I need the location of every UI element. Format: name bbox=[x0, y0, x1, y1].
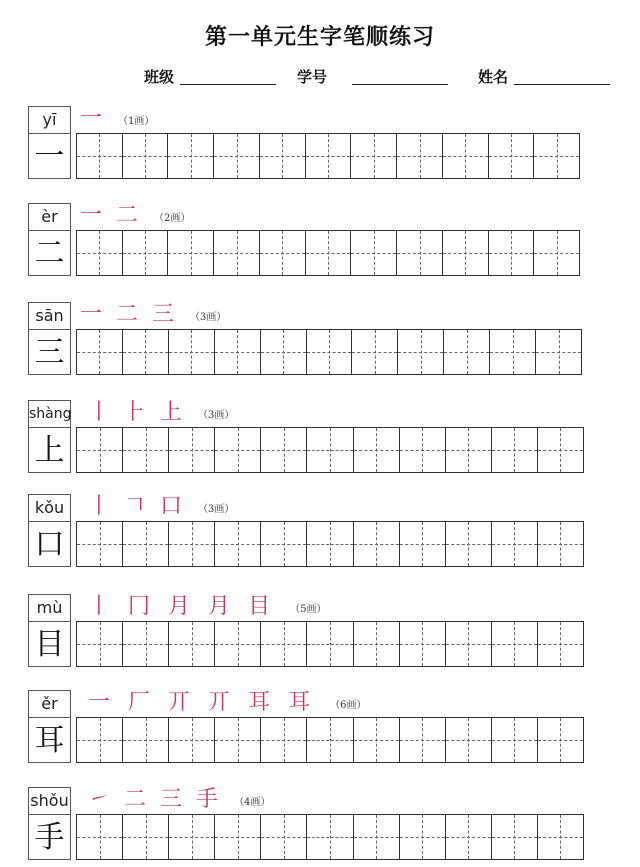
writing-cell[interactable] bbox=[169, 330, 215, 374]
writing-cell[interactable] bbox=[77, 718, 123, 762]
writing-cell[interactable] bbox=[168, 231, 214, 275]
writing-cell[interactable] bbox=[397, 134, 443, 178]
writing-cell[interactable] bbox=[446, 522, 492, 566]
writing-cell[interactable] bbox=[400, 428, 446, 472]
writing-cell[interactable] bbox=[446, 622, 492, 666]
stroke-step: 耳 bbox=[288, 690, 311, 715]
practice-row bbox=[0, 494, 640, 574]
writing-cell[interactable] bbox=[534, 231, 579, 275]
writing-cell[interactable] bbox=[354, 622, 400, 666]
writing-cell[interactable] bbox=[123, 718, 169, 762]
writing-cell[interactable] bbox=[354, 522, 400, 566]
stroke-count: （6画） bbox=[330, 699, 367, 711]
stroke-order bbox=[88, 594, 326, 620]
practice-row bbox=[0, 400, 640, 480]
writing-cell[interactable] bbox=[169, 622, 215, 666]
number-label: 学号 bbox=[297, 68, 328, 86]
writing-cell[interactable] bbox=[489, 231, 535, 275]
writing-grid bbox=[76, 717, 584, 763]
stroke-step: ㇀ bbox=[88, 787, 111, 812]
pinyin-box: shǒu bbox=[28, 787, 71, 815]
stroke-step: 一 bbox=[80, 302, 103, 327]
pinyin-box: kǒu bbox=[28, 494, 71, 522]
writing-cell[interactable] bbox=[538, 622, 583, 666]
writing-grid bbox=[76, 427, 584, 473]
writing-cell[interactable] bbox=[400, 522, 446, 566]
writing-cell[interactable] bbox=[123, 428, 169, 472]
writing-cell[interactable] bbox=[260, 231, 306, 275]
writing-cell[interactable] bbox=[77, 330, 123, 374]
practice-row bbox=[0, 787, 640, 867]
stroke-count: （3画） bbox=[198, 409, 235, 421]
writing-cell[interactable] bbox=[214, 134, 260, 178]
writing-cell[interactable] bbox=[77, 815, 123, 859]
practice-row bbox=[0, 203, 640, 283]
stroke-step: 月 bbox=[168, 594, 191, 619]
stroke-step: 月 bbox=[208, 594, 231, 619]
writing-grid bbox=[76, 329, 582, 375]
writing-cell[interactable] bbox=[400, 718, 446, 762]
writing-cell[interactable] bbox=[261, 522, 307, 566]
writing-cell[interactable] bbox=[534, 134, 579, 178]
writing-cell[interactable] bbox=[169, 718, 215, 762]
stroke-order bbox=[88, 400, 234, 426]
writing-cell[interactable] bbox=[307, 330, 353, 374]
number-field[interactable] bbox=[352, 84, 448, 85]
writing-cell[interactable] bbox=[446, 815, 492, 859]
model-character: 耳 bbox=[28, 717, 71, 763]
writing-cell[interactable] bbox=[215, 622, 261, 666]
stroke-step: 上 bbox=[160, 400, 183, 425]
stroke-step: 二 bbox=[124, 787, 147, 812]
model-character: 二 bbox=[28, 230, 71, 276]
writing-cell[interactable] bbox=[169, 815, 215, 859]
model-character: 手 bbox=[28, 814, 71, 860]
writing-cell[interactable] bbox=[215, 522, 261, 566]
writing-cell[interactable] bbox=[261, 718, 307, 762]
stroke-step: 三 bbox=[152, 302, 175, 327]
writing-cell[interactable] bbox=[354, 428, 400, 472]
stroke-step: 丨 bbox=[88, 400, 111, 425]
writing-grid bbox=[76, 814, 584, 860]
writing-cell[interactable] bbox=[400, 815, 446, 859]
writing-cell[interactable] bbox=[123, 622, 169, 666]
stroke-step: 二 bbox=[116, 203, 139, 228]
stroke-step: 三 bbox=[160, 787, 183, 812]
writing-cell[interactable] bbox=[123, 231, 169, 275]
writing-cell[interactable] bbox=[77, 428, 123, 472]
writing-cell[interactable] bbox=[307, 718, 353, 762]
model-character: 一 bbox=[28, 133, 71, 179]
pinyin-box: shàng bbox=[28, 400, 71, 428]
stroke-order bbox=[88, 787, 270, 813]
writing-cell[interactable] bbox=[307, 622, 353, 666]
writing-cell[interactable] bbox=[123, 522, 169, 566]
writing-cell[interactable] bbox=[354, 718, 400, 762]
writing-cell[interactable] bbox=[77, 622, 123, 666]
writing-cell[interactable] bbox=[351, 231, 397, 275]
writing-cell[interactable] bbox=[444, 330, 490, 374]
writing-cell[interactable] bbox=[398, 330, 444, 374]
stroke-order bbox=[80, 106, 154, 132]
writing-cell[interactable] bbox=[400, 622, 446, 666]
writing-cell[interactable] bbox=[538, 428, 583, 472]
stroke-count: （3画） bbox=[190, 311, 227, 323]
stroke-step: 厂 bbox=[128, 690, 151, 715]
stroke-step: ⺊ bbox=[124, 400, 147, 425]
model-character: 三 bbox=[28, 329, 71, 375]
writing-cell[interactable] bbox=[123, 134, 169, 178]
writing-cell[interactable] bbox=[443, 134, 489, 178]
writing-cell[interactable] bbox=[492, 428, 538, 472]
pinyin-box: mù bbox=[28, 594, 71, 622]
writing-cell[interactable] bbox=[446, 718, 492, 762]
writing-cell[interactable] bbox=[354, 815, 400, 859]
stroke-order bbox=[88, 494, 234, 520]
model-character: 口 bbox=[28, 521, 71, 567]
model-character: 目 bbox=[28, 621, 71, 667]
writing-cell[interactable] bbox=[490, 330, 536, 374]
pinyin-box: sān bbox=[28, 302, 71, 330]
stroke-step: 冂 bbox=[128, 594, 151, 619]
stroke-count: （3画） bbox=[198, 503, 235, 515]
stroke-step: 一 bbox=[80, 203, 103, 228]
writing-cell[interactable] bbox=[306, 134, 352, 178]
practice-row bbox=[0, 302, 640, 382]
writing-grid bbox=[76, 521, 584, 567]
writing-cell[interactable] bbox=[446, 428, 492, 472]
writing-cell[interactable] bbox=[492, 522, 538, 566]
stroke-order bbox=[88, 690, 366, 716]
stroke-step: 一 bbox=[80, 106, 103, 131]
writing-cell[interactable] bbox=[538, 522, 583, 566]
writing-cell[interactable] bbox=[492, 815, 538, 859]
writing-cell[interactable] bbox=[538, 815, 583, 859]
writing-cell[interactable] bbox=[538, 718, 583, 762]
writing-cell[interactable] bbox=[307, 815, 353, 859]
writing-cell[interactable] bbox=[123, 815, 169, 859]
writing-cell[interactable] bbox=[261, 815, 307, 859]
writing-cell[interactable] bbox=[77, 134, 123, 178]
stroke-step: 手 bbox=[196, 787, 219, 812]
page-title: 第一单元生字笔顺练习 bbox=[204, 24, 435, 50]
stroke-step: 丌 bbox=[208, 690, 231, 715]
writing-cell[interactable] bbox=[306, 231, 352, 275]
writing-cell[interactable] bbox=[261, 330, 307, 374]
pinyin-box: ěr bbox=[28, 690, 71, 718]
stroke-count: （1画） bbox=[118, 115, 155, 127]
pinyin-box: yī bbox=[28, 106, 71, 134]
stroke-step: 𠃍 bbox=[124, 494, 147, 519]
stroke-count: （2画） bbox=[154, 212, 191, 224]
writing-cell[interactable] bbox=[492, 622, 538, 666]
pinyin-box: èr bbox=[28, 203, 71, 231]
writing-cell[interactable] bbox=[168, 134, 214, 178]
stroke-step: 丨 bbox=[88, 594, 111, 619]
stroke-step: 丌 bbox=[168, 690, 191, 715]
stroke-step: 丨 bbox=[88, 494, 111, 519]
writing-cell[interactable] bbox=[351, 134, 397, 178]
writing-cell[interactable] bbox=[215, 330, 261, 374]
stroke-step: 耳 bbox=[248, 690, 271, 715]
practice-row bbox=[0, 690, 640, 770]
writing-cell[interactable] bbox=[261, 622, 307, 666]
writing-cell[interactable] bbox=[352, 330, 398, 374]
stroke-order bbox=[80, 302, 226, 328]
practice-row bbox=[0, 106, 640, 186]
stroke-step: 口 bbox=[160, 494, 183, 519]
writing-cell[interactable] bbox=[489, 134, 535, 178]
writing-cell[interactable] bbox=[492, 718, 538, 762]
writing-cell[interactable] bbox=[536, 330, 581, 374]
writing-cell[interactable] bbox=[307, 522, 353, 566]
class-field[interactable] bbox=[180, 84, 276, 85]
stroke-order bbox=[80, 203, 190, 229]
student-info bbox=[0, 66, 640, 88]
writing-cell[interactable] bbox=[77, 522, 123, 566]
writing-grid bbox=[76, 621, 584, 667]
writing-grid bbox=[76, 230, 580, 276]
model-character: 上 bbox=[28, 427, 71, 473]
name-label: 姓名 bbox=[478, 68, 509, 86]
class-label: 班级 bbox=[144, 68, 175, 86]
writing-cell[interactable] bbox=[215, 718, 261, 762]
writing-cell[interactable] bbox=[214, 231, 260, 275]
writing-grid bbox=[76, 133, 580, 179]
writing-cell[interactable] bbox=[261, 428, 307, 472]
writing-cell[interactable] bbox=[169, 428, 215, 472]
stroke-count: （5画） bbox=[290, 603, 327, 615]
stroke-step: 目 bbox=[248, 594, 271, 619]
stroke-step: 二 bbox=[116, 302, 139, 327]
writing-cell[interactable] bbox=[215, 815, 261, 859]
writing-cell[interactable] bbox=[77, 231, 123, 275]
writing-cell[interactable] bbox=[443, 231, 489, 275]
name-field[interactable] bbox=[514, 84, 610, 85]
practice-row bbox=[0, 594, 640, 674]
writing-cell[interactable] bbox=[397, 231, 443, 275]
stroke-step: 一 bbox=[88, 690, 111, 715]
writing-cell[interactable] bbox=[123, 330, 169, 374]
writing-cell[interactable] bbox=[215, 428, 261, 472]
writing-cell[interactable] bbox=[260, 134, 306, 178]
writing-cell[interactable] bbox=[169, 522, 215, 566]
writing-cell[interactable] bbox=[307, 428, 353, 472]
stroke-count: （4画） bbox=[234, 796, 271, 808]
